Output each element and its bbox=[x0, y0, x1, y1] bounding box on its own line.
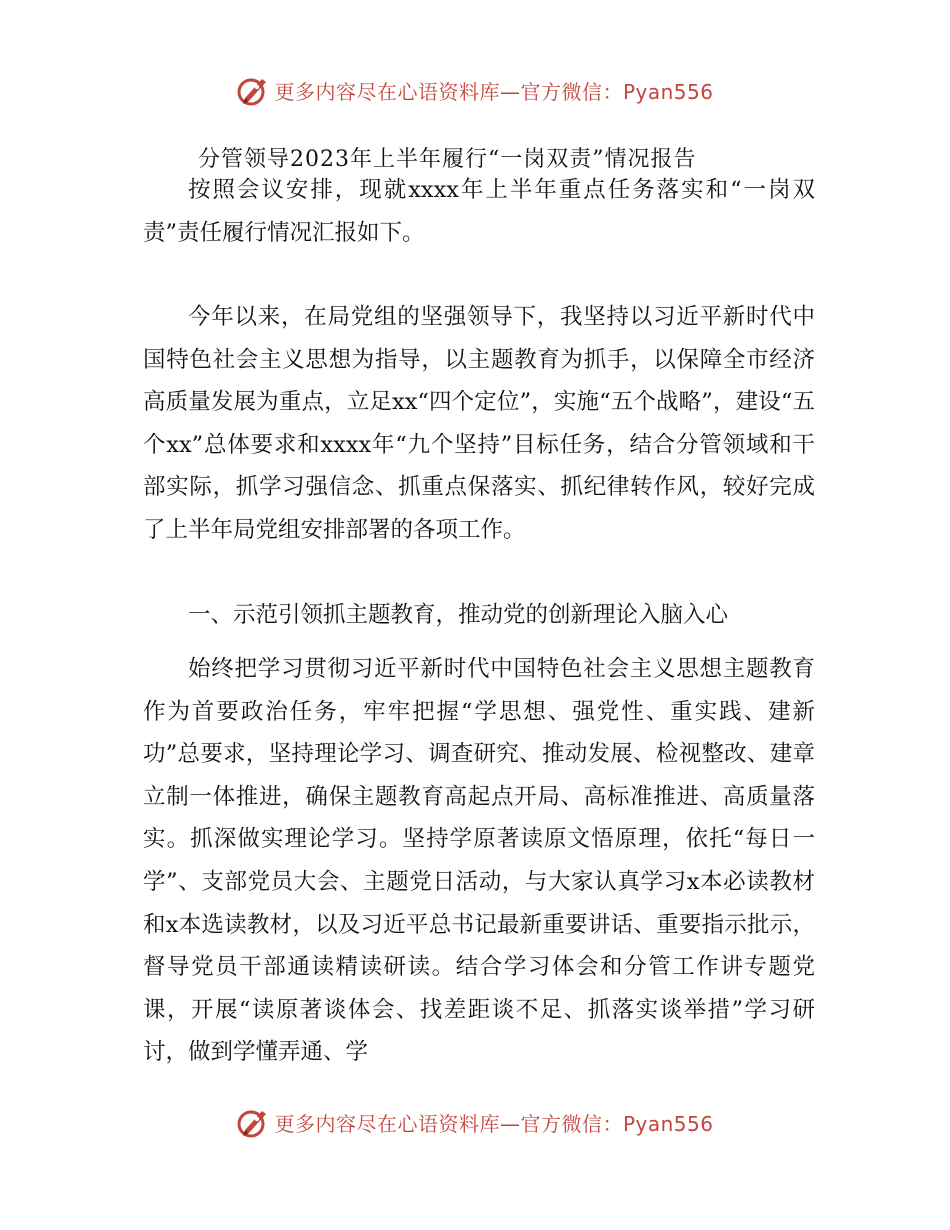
paragraph-overview: 今年以来，在局党组的坚强领导下，我坚持以习近平新时代中国特色社会主义思想为指导，以主题教育为抓手，以保障全市经济高质量发展为重点，立足xx“四个定位”，实施“五个战略”，建设“五个xx”总体要求和xxxx年“九个坚持”目标任务，结合分管领域和干部实际，抓学习强信念、抓重点保落实、抓纪律转作风，较好完成了上半年局党组安排部署的各项工作。 bbox=[143, 304, 815, 543]
pen-logo-icon bbox=[236, 73, 270, 107]
pen-logo-icon bbox=[236, 1105, 270, 1139]
watermark-header bbox=[0, 70, 950, 110]
watermark-text: 更多内容尽在心语资料库—官方微信：Pyan556 bbox=[274, 79, 714, 104]
watermark-footer bbox=[0, 1102, 950, 1142]
section-heading-1: 一、示范引领抓主题教育，推动党的创新理论入脑入心 bbox=[188, 602, 729, 628]
paragraph-section-1: 始终把学习贯彻习近平新时代中国特色社会主义思想主题教育作为首要政治任务，牢牢把握“学思想、强党性、重实践、建新功”总要求，坚持理论学习、调查研究、推动发展、检视整改、建章立制一体推进，确保主题教育高起点开局、高标准推进、高质量落实。抓深做实理论学习。坚持学原著读原文悟原理，依托“每日一学”、支部党员大会、主题党日活动，与大家认真学习x本必读教材和x本选读教材，以及习近平总书记最新重要讲话、重要指示批示，督导党员干部通读精读研读。结合学习体会和分管工作讲专题党课，开展“读原著谈体会、找差距谈不足、抓落实谈举措”学习研讨，做到学懂弄通、学 bbox=[143, 656, 815, 1066]
watermark-text: 更多内容尽在心语资料库—官方微信：Pyan556 bbox=[274, 1111, 714, 1136]
document-title: 分管领导2023年上半年履行“一岗双责”情况报告 bbox=[198, 147, 697, 172]
paragraph-intro: 按照会议安排，现就xxxx年上半年重点任务落实和“一岗双责”责任履行情况汇报如下。 bbox=[143, 177, 815, 246]
